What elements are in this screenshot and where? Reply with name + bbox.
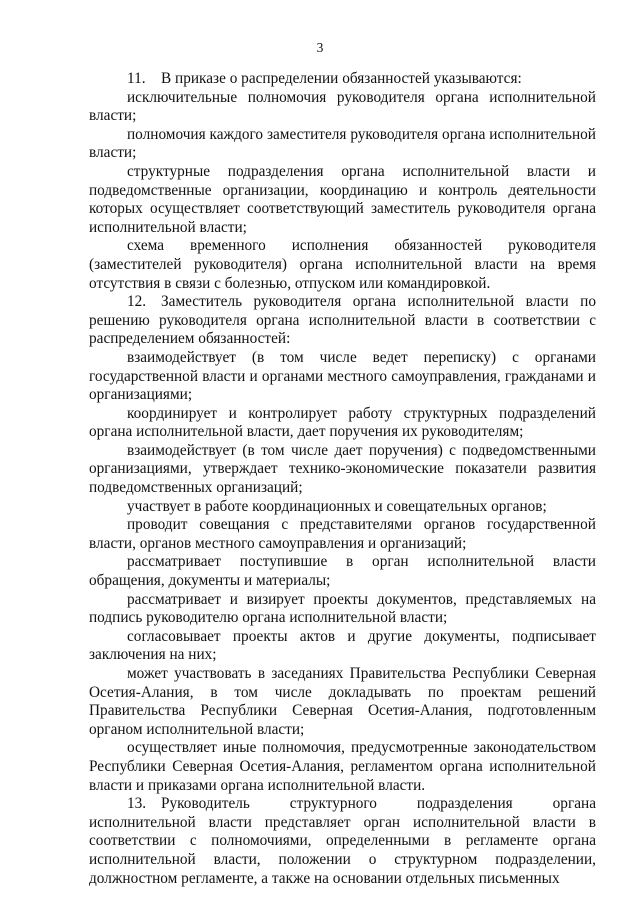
paragraph-text: осуществляет иные полномочия, предусмотренные законодательством Республики Северная Осетия-Алания, регламентом органа исполнительной власти и приказами органа исполнительной власти. xyxy=(89,739,596,794)
numbered-paragraph xyxy=(89,795,596,888)
paragraph xyxy=(89,516,596,553)
numbered-paragraph xyxy=(89,293,596,349)
paragraph xyxy=(89,237,596,293)
paragraph-text: В приказе о распределении обязанностей указываются: xyxy=(161,70,522,87)
page-number: 3 xyxy=(316,40,324,55)
document-body xyxy=(89,70,596,888)
paragraph xyxy=(89,553,596,590)
paragraph-text: согласовывает проекты актов и другие документы, подписывает заключения на них; xyxy=(89,627,596,664)
paragraph xyxy=(89,89,596,126)
paragraph xyxy=(89,739,596,795)
paragraph-text: рассматривает поступившие в орган исполнительной власти обращения, документы и материалы; xyxy=(89,553,596,590)
paragraph-text: структурные подразделения органа исполнительной власти и подведомственные организации, координацию и контроль деятельности которых осуществляет соответствующий заместитель руководителя органа исполнительной власти; xyxy=(89,162,596,236)
paragraph-text: взаимодействует (в том числе ведет переписку) с органами государственной власти и органами местного самоуправления, гражданами и организациями; xyxy=(89,348,596,404)
paragraph-number: 11. xyxy=(127,70,146,87)
paragraph-number: 13. xyxy=(127,795,147,813)
paragraph-text: участвует в работе координационных и совещательных органов; xyxy=(127,497,547,515)
paragraph xyxy=(89,628,596,665)
paragraph xyxy=(89,126,596,163)
paragraph-number: 12. xyxy=(127,293,147,311)
paragraph-text: рассматривает и визирует проекты документов, представляемых на подпись руководителю органа исполнительной власти; xyxy=(89,590,596,627)
paragraph-text: полномочия каждого заместителя руководителя органа исполнительной власти; xyxy=(89,125,596,162)
paragraph-text: Руководитель структурного подразделения органа исполнительной власти представляет орган исполнительной власти в соответствии с полномочиями, определенными в регламенте органа исполнительной власти, положении о структурном подразделении, должностном регламенте, а также на основании отдельных письменных xyxy=(89,795,596,887)
paragraph-text: проводит совещания с представителями органов государственной власти, органов местного самоуправления и организаций; xyxy=(89,516,596,552)
paragraph-text: Заместитель руководителя органа исполнительной власти по решению руководителя органа исполнительной власти в соответствии с распределением обязанностей: xyxy=(89,293,596,348)
paragraph xyxy=(89,349,596,405)
paragraph xyxy=(89,405,596,442)
numbered-paragraph xyxy=(89,70,596,89)
paragraph-text: исключительные полномочия руководителя органа исполнительной власти; xyxy=(89,88,596,125)
paragraph-text: схема временного исполнения обязанностей руководителя (заместителей руководителя) органа исполнительной власти на время отсутствия в связи с болезнью, отпуском или командировкой. xyxy=(89,237,596,292)
paragraph-text: координирует и контролирует работу структурных подразделений органа исполнительной власти, дает поручения их руководителям; xyxy=(89,404,596,441)
paragraph-text: может участвовать в заседаниях Правительства Республики Северная Осетия-Алания, в том числе докладывать по проектам решений Правительства Республики Северная Осетия-Алания, подготовленным органом исполнительной власти; xyxy=(89,665,596,738)
paragraph xyxy=(89,442,596,498)
paragraph xyxy=(89,498,596,517)
paragraph xyxy=(89,591,596,628)
paragraph-text: взаимодействует (в том числе дает поручения) с подведомственными организациями, утверждает технико-экономические показатели развития подведомственных организаций; xyxy=(89,441,596,497)
paragraph xyxy=(89,665,596,739)
paragraph xyxy=(89,163,596,237)
